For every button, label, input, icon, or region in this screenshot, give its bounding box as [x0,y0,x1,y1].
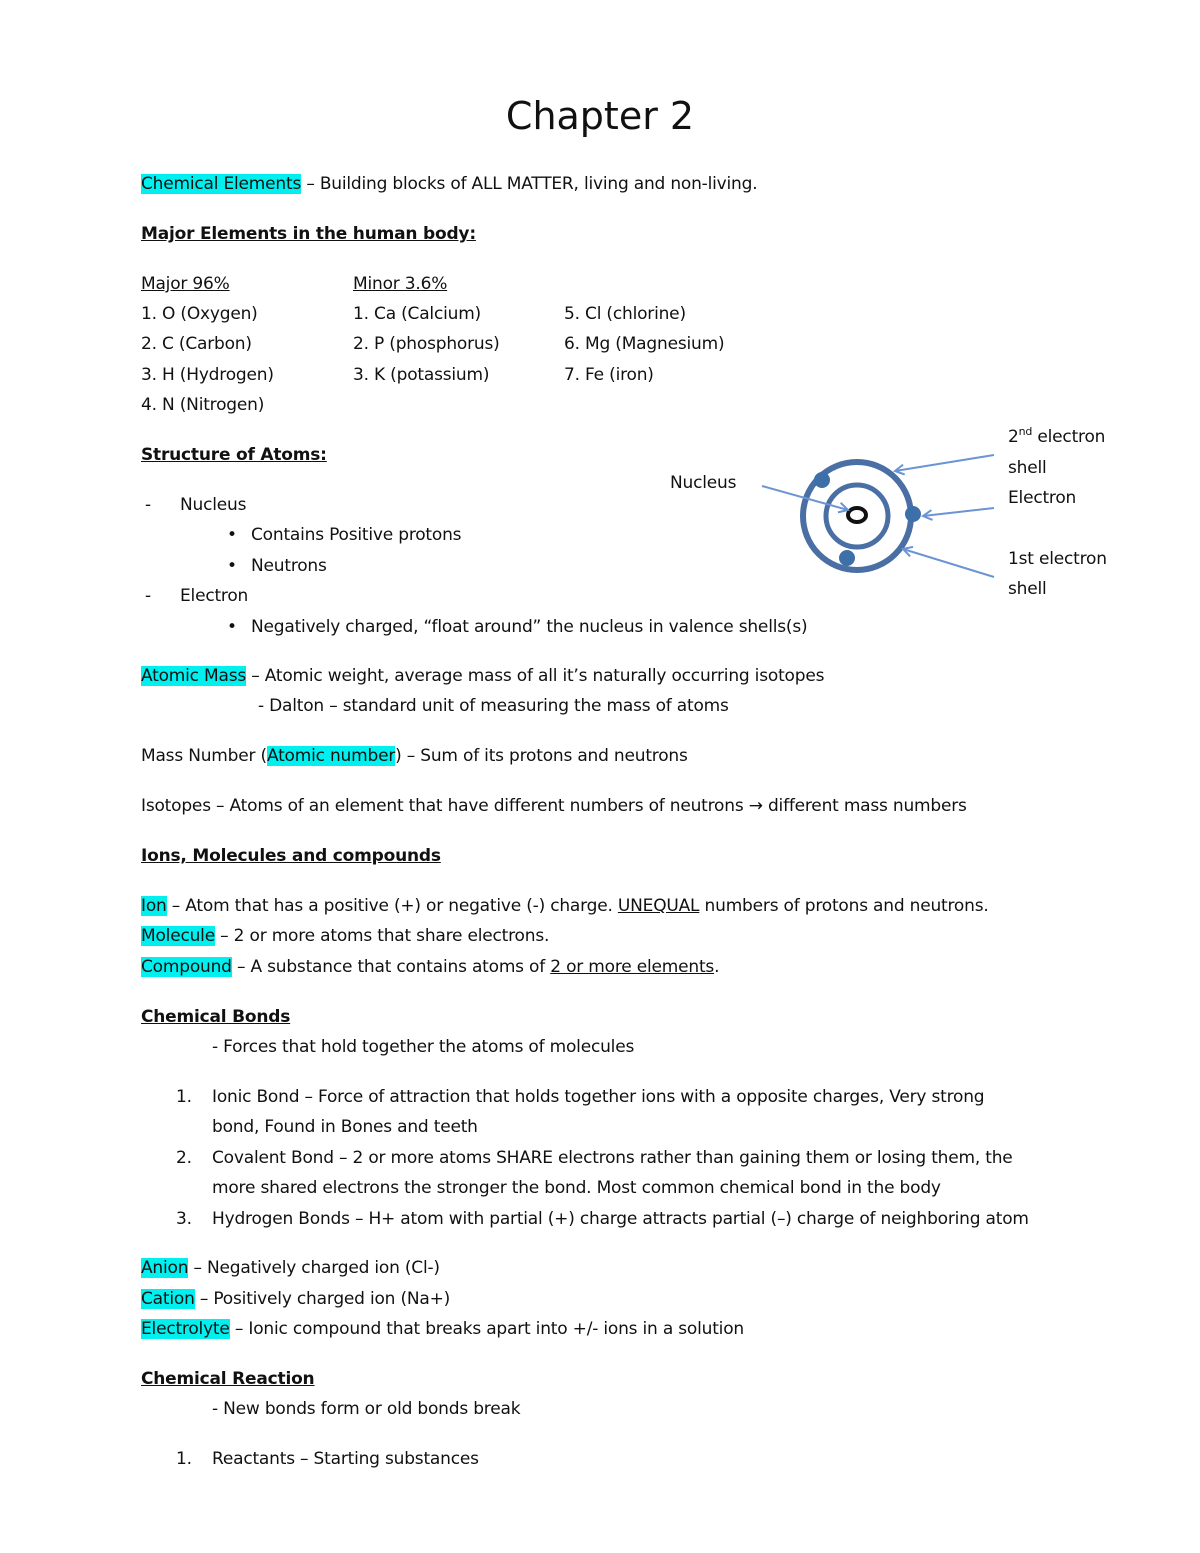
right-arrow-icon: → [748,796,763,816]
electrolyte-line: Electrolyte – Ionic compound that breaks apart into +/- ions in a solution [141,1319,744,1339]
major-item: 4. N (Nitrogen) [141,395,265,415]
term-electrolyte: Electrolyte [141,1319,230,1339]
dalton-line: - Dalton – standard unit of measuring the mass of atoms [258,696,729,716]
cation-line: Cation – Positively charged ion (Na+) [141,1289,451,1309]
first-shell-pointer-arrow [903,549,994,577]
dash-marker: - [145,586,151,606]
bond-item-line: Covalent Bond – 2 or more atoms SHARE electrons rather than gaining them or losing them, the [212,1148,1013,1168]
bond-item-line: more shared electrons the stronger the bond. Most common chemical bond in the body [212,1178,941,1198]
atomic-mass-line: Atomic Mass – Atomic weight, average mass of all it’s naturally occurring isotopes [141,666,825,686]
list-number: 3. [176,1209,192,1229]
minor-item: 6. Mg (Magnesium) [564,334,725,354]
minor-item: 1. Ca (Calcium) [353,304,481,324]
nucleus-subitem: Contains Positive protons [251,525,462,545]
reaction-item: Reactants – Starting substances [212,1449,479,1469]
compound-line: Compound – A substance that contains atoms of 2 or more elements. [141,957,720,977]
list-number: 2. [176,1148,192,1168]
term-molecule: Molecule [141,926,215,946]
reaction-heading: Chemical Reaction [141,1369,315,1389]
chemical-elements-definition: – Building blocks of ALL MATTER, living and non-living. [301,174,758,194]
nucleus-mark [848,508,866,522]
inner-electron-shell [826,485,888,547]
minor-column-label: Minor 3.6% [353,274,448,294]
major-item: 2. C (Carbon) [141,334,252,354]
anion-line: Anion – Negatively charged ion (Cl-) [141,1258,440,1278]
bond-item-line: Ionic Bond – Force of attraction that holds together ions with a opposite charges, Very strong [212,1087,985,1107]
major-item: 1. O (Oxygen) [141,304,258,324]
reaction-subline: - New bonds form or old bonds break [212,1399,521,1419]
minor-item: 2. P (phosphorus) [353,334,500,354]
mass-number-line: Mass Number (Atomic number) – Sum of its protons and neutrons [141,746,688,766]
bond-item-line: bond, Found in Bones and teeth [212,1117,478,1137]
electron-pointer-arrow [923,508,994,516]
electron-dot [905,506,921,522]
electron-dot [814,472,830,488]
term-anion: Anion [141,1258,189,1278]
list-number: 1. [176,1087,192,1107]
diagram-second-shell-label-cont: shell [1008,458,1047,478]
major-item: 3. H (Hydrogen) [141,365,274,385]
nucleus-item: Nucleus [180,495,247,515]
major-elements-heading: Major Elements in the human body: [141,224,476,244]
ion-line: Ion – Atom that has a positive (+) or negative (-) charge. UNEQUAL numbers of protons and neutrons. [141,896,989,916]
bullet-marker: • [227,556,237,576]
diagram-first-shell-label: 1st electron [1008,549,1107,569]
dash-marker: - [145,495,151,515]
electron-dot [839,550,855,566]
term-chemical-elements: Chemical Elements [141,174,302,194]
bullet-marker: • [227,525,237,545]
term-cation: Cation [141,1289,195,1309]
nucleus-subitem: Neutrons [251,556,327,576]
diagram-first-shell-label-cont: shell [1008,579,1047,599]
term-compound: Compound [141,957,232,977]
minor-item: 3. K (potassium) [353,365,490,385]
term-ion: Ion [141,896,167,916]
bonds-subline: - Forces that hold together the atoms of molecules [212,1037,635,1057]
electron-item: Electron [180,586,249,606]
isotopes-line: Isotopes – Atoms of an element that have different numbers of neutrons → different mass numbers [141,796,967,816]
molecule-line: Molecule – 2 or more atoms that share electrons. [141,926,550,946]
list-number: 1. [176,1449,192,1469]
second-shell-pointer-arrow [895,455,994,471]
term-atomic-mass: Atomic Mass [141,666,247,686]
ions-heading: Ions, Molecules and compounds [141,846,441,866]
electron-subitem: Negatively charged, “float around” the nucleus in valence shells(s) [251,617,808,637]
bonds-heading: Chemical Bonds [141,1007,291,1027]
page-title: Chapter 2 [505,94,695,138]
minor-item: 7. Fe (iron) [564,365,654,385]
diagram-second-shell-label: 2nd electron [1008,425,1106,447]
major-column-label: Major 96% [141,274,230,294]
term-atomic-number: Atomic number [266,746,396,766]
minor-item: 5. Cl (chlorine) [564,304,686,324]
diagram-electron-label: Electron [1008,488,1077,508]
bond-item-line: Hydrogen Bonds – H+ atom with partial (+) charge attracts partial (–) charge of neighboring atom [212,1209,1029,1229]
structure-heading: Structure of Atoms: [141,445,327,465]
bullet-marker: • [227,617,237,637]
diagram-nucleus-label: Nucleus [670,473,737,493]
atom-diagram [0,0,1200,640]
